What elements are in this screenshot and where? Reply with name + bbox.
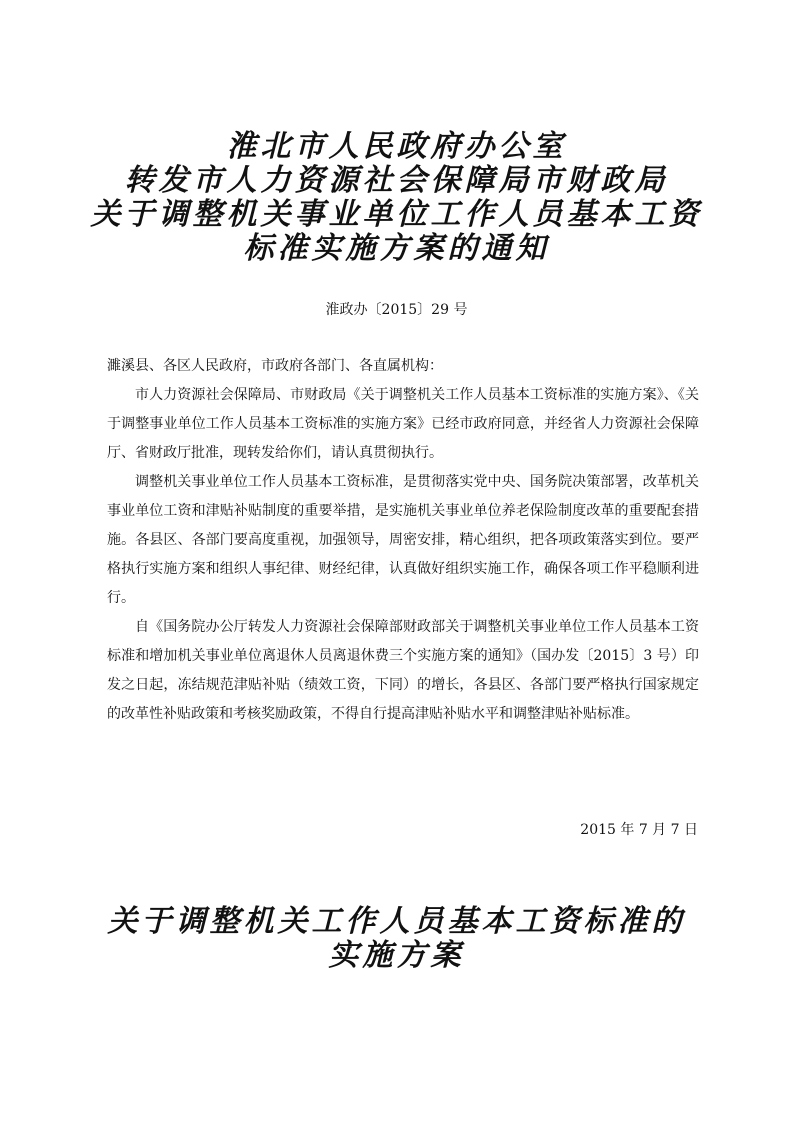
document-number: 淮政办〔2015〕29 号: [325, 302, 468, 318]
document-title: [0, 130, 793, 266]
attachment-title-line-2: 实施方案: [328, 938, 465, 973]
addressee: 濉溪县、各区人民政府，市政府各部门、各直属机构：: [107, 358, 443, 374]
title-line-4: 标准实施方案的通知: [243, 231, 550, 266]
title-line-2: 转发市人力资源社会保障局市财政局: [124, 163, 669, 198]
issue-date: 2015 年 7 月 7 日: [580, 822, 698, 838]
title-line-1: 淮北市人民政府办公室: [226, 129, 567, 164]
paragraph-1: 市人力资源社会保障局、市财政局《关于调整机关工作人员基本工资标准的实施方案》、《关于调整事业单位工作人员基本工资标准的实施方案》已经市政府同意，并经省人力资源社会保障厅、省财政厅批准，现转发给你们，请认真贯彻执行。: [107, 387, 699, 461]
attachment-title-line-1: 关于调整机关工作人员基本工资标准的: [107, 904, 686, 939]
attachment-title: [0, 905, 793, 973]
paragraph-3: 自《国务院办公厅转发人力资源社会保障部财政部关于调整机关事业单位工作人员基本工资标准和增加机关事业单位离退休人员离退休费三个实施方案的通知》（国办发〔2015〕3 号）印发之日起，冻结规范津贴补贴（绩效工资，下同）的增长，各县区、各部门要严格执行国家规定的改革性补贴政策和考核奖励政策，不得自行提高津贴补贴水平和调整津贴补贴标准。: [107, 619, 699, 722]
document-body: [107, 352, 699, 729]
title-line-3: 关于调整机关事业单位工作人员基本工资: [90, 197, 703, 232]
paragraph-2: 调整机关事业单位工作人员基本工资标准，是贯彻落实党中央、国务院决策部署，改革机关事业单位工资和津贴补贴制度的重要举措，是实施机关事业单位养老保险制度改革的重要配套措施。各县区、各部门要高度重视，加强领导，周密安排，精心组织，把各项政策落实到位。要严格执行实施方案和组织人事纪律、财经纪律，认真做好组织实施工作，确保各项工作平稳顺利进行。: [107, 474, 699, 606]
